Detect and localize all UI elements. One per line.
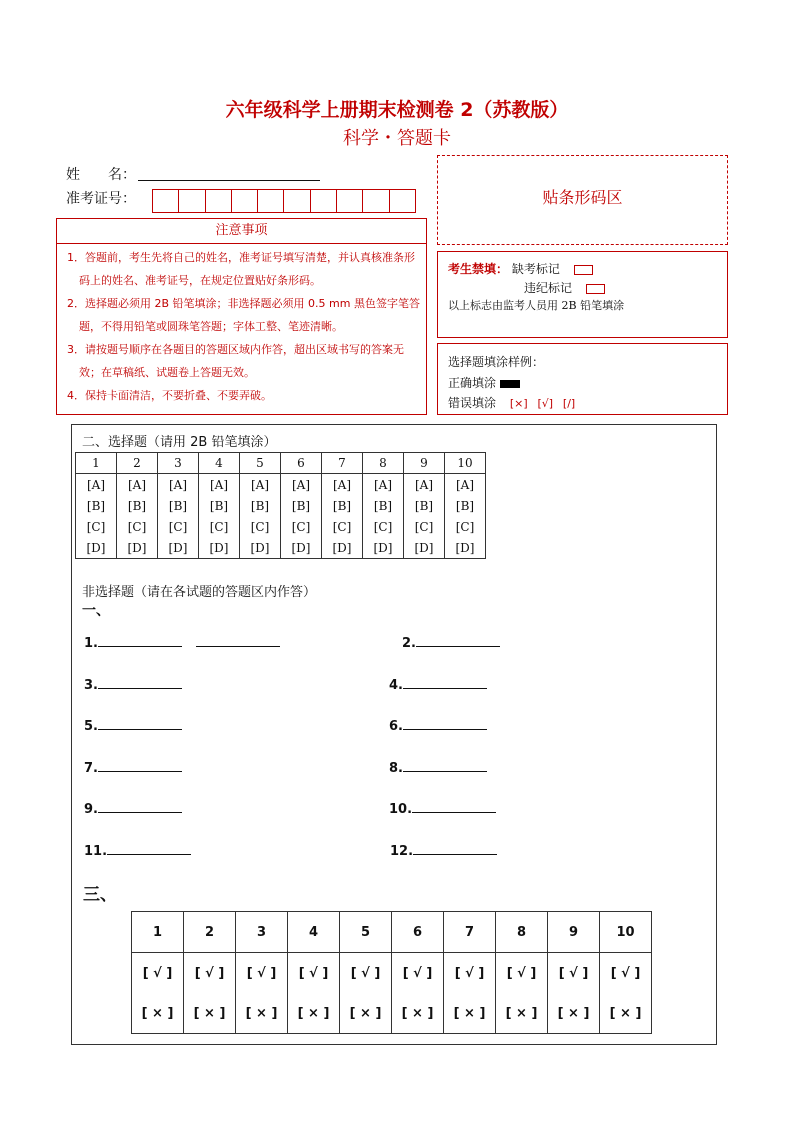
question-number: 5 (240, 453, 281, 474)
option-b[interactable]: [B] (322, 495, 363, 516)
forbidden-box (437, 251, 728, 338)
notice-item: 4．保持卡面清洁，不要折叠、不要弄破。 (67, 389, 272, 402)
option-d[interactable]: [D] (363, 537, 404, 559)
tf-number: 1 (132, 912, 184, 953)
question-number: 11. (84, 844, 108, 859)
id-cell[interactable] (206, 190, 232, 212)
fill-example-box (437, 343, 728, 415)
question-number: 8. (389, 761, 403, 776)
question-number: 7. (84, 761, 98, 776)
notice-header (56, 218, 427, 244)
tf-false-option[interactable]: [ × ] (444, 993, 496, 1034)
option-c[interactable]: [C] (158, 516, 199, 537)
question-number: 3 (158, 453, 199, 474)
answer-line[interactable] (98, 800, 182, 813)
question-number: 10. (389, 802, 413, 817)
answer-line[interactable] (413, 842, 497, 855)
option-c[interactable]: [C] (199, 516, 240, 537)
tf-true-option[interactable]: [ √ ] (548, 953, 600, 994)
option-c[interactable]: [C] (404, 516, 445, 537)
notice-item: 2．选择题必须用 2B 铅笔填涂；非选择题必须用 0.5 mm 黑色签字笔答题，不得用铅笔或圆珠笔答题；字体工整、笔迹清晰。 (67, 297, 420, 333)
question-number: 10 (445, 453, 486, 474)
barcode-label: 贴条形码区 (542, 188, 623, 207)
id-cell[interactable] (363, 190, 389, 212)
fill-example-title: 选择题填涂样例： (448, 355, 545, 369)
answer-line[interactable] (98, 759, 182, 772)
question-number: 12. (390, 844, 414, 859)
wrong-fill-label: 错误填涂 (448, 396, 497, 410)
forbidden-note: 以上标志由监考人员用 2B 铅笔填涂 (448, 299, 625, 312)
tf-false-option[interactable]: [ × ] (340, 993, 392, 1034)
answer-area (71, 424, 717, 1045)
question-number: 8 (363, 453, 404, 474)
tf-false-option[interactable]: [ × ] (184, 993, 236, 1034)
barcode-area (437, 155, 728, 245)
option-a[interactable]: [A] (76, 474, 117, 496)
tf-true-option[interactable]: [ √ ] (340, 953, 392, 994)
option-d[interactable]: [D] (199, 537, 240, 559)
question-10 (389, 800, 496, 817)
question-12 (390, 842, 497, 859)
question-2 (402, 634, 500, 651)
question-1 (84, 634, 280, 651)
question-6 (389, 717, 487, 734)
tf-number: 3 (236, 912, 288, 953)
option-c[interactable]: [C] (322, 516, 363, 537)
option-b[interactable]: [B] (281, 495, 322, 516)
option-b[interactable]: [B] (240, 495, 281, 516)
option-d[interactable]: [D] (117, 537, 158, 559)
nonchoice-heading: 非选择题（请在各试题的答题区内作答） (82, 585, 317, 600)
option-c[interactable]: [C] (281, 516, 322, 537)
tf-true-option[interactable]: [ √ ] (496, 953, 548, 994)
option-d[interactable]: [D] (76, 537, 117, 559)
tf-true-option[interactable]: [ √ ] (132, 953, 184, 994)
option-a[interactable]: [A] (158, 474, 199, 496)
option-c[interactable]: [C] (363, 516, 404, 537)
violation-mark-box[interactable] (586, 284, 605, 294)
exam-id-boxes[interactable] (152, 189, 416, 213)
question-number: 1. (84, 636, 98, 651)
notice-box (56, 243, 427, 415)
option-a[interactable]: [A] (404, 474, 445, 496)
tf-number: 6 (392, 912, 444, 953)
solid-fill-mark (500, 380, 520, 388)
section-one-heading: 一、 (82, 603, 110, 619)
tf-false-option[interactable]: [ × ] (132, 993, 184, 1034)
tf-false-option[interactable]: [ × ] (600, 993, 652, 1034)
tf-true-option[interactable]: [ √ ] (600, 953, 652, 994)
id-cell[interactable] (311, 190, 337, 212)
page-subtitle: 科学・答题卡 (343, 128, 451, 149)
option-c[interactable]: [C] (117, 516, 158, 537)
question-8 (389, 759, 487, 776)
option-a[interactable]: [A] (445, 474, 486, 496)
answer-line[interactable] (416, 634, 500, 647)
question-11 (84, 842, 191, 859)
question-number: 6 (281, 453, 322, 474)
tf-false-option[interactable]: [ × ] (496, 993, 548, 1034)
option-b[interactable]: [B] (363, 495, 404, 516)
option-d[interactable]: [D] (158, 537, 199, 559)
forbidden-label: 考生禁填： (448, 262, 509, 276)
question-7 (84, 759, 182, 776)
tf-number: 9 (548, 912, 600, 953)
tf-number: 5 (340, 912, 392, 953)
violation-label: 违纪标记 (524, 281, 573, 295)
option-b[interactable]: [B] (117, 495, 158, 516)
option-b[interactable]: [B] (199, 495, 240, 516)
answer-line[interactable] (412, 800, 496, 813)
absent-mark-box[interactable] (574, 265, 593, 275)
option-b[interactable]: [B] (404, 495, 445, 516)
option-d[interactable]: [D] (240, 537, 281, 559)
tf-false-option[interactable]: [ × ] (392, 993, 444, 1034)
answer-line[interactable] (196, 634, 280, 647)
tf-number: 7 (444, 912, 496, 953)
question-number: 7 (322, 453, 363, 474)
correct-fill-label: 正确填涂 (448, 376, 497, 390)
page-title: 六年级科学上册期末检测卷 2（苏教版） (225, 99, 569, 121)
tf-number: 8 (496, 912, 548, 953)
id-cell[interactable] (258, 190, 284, 212)
tf-true-option[interactable]: [ √ ] (288, 953, 340, 994)
option-b[interactable]: [B] (445, 495, 486, 516)
id-cell[interactable] (337, 190, 363, 212)
name-field[interactable] (138, 180, 320, 181)
id-cell[interactable] (390, 190, 415, 212)
tf-false-option[interactable]: [ × ] (236, 993, 288, 1034)
question-number: 5. (84, 719, 98, 734)
absent-label: 缺考标记 (511, 262, 560, 276)
notice-item: 1．答题前，考生先将自己的姓名，准考证号填写清楚，并认真核准条形码上的姓名、准考证号，在规定位置贴好条形码。 (67, 251, 415, 287)
option-d[interactable]: [D] (404, 537, 445, 559)
answer-line[interactable] (403, 717, 487, 730)
tf-true-option[interactable]: [ √ ] (392, 953, 444, 994)
tf-true-option[interactable]: [ √ ] (184, 953, 236, 994)
notice-heading: 注意事项 (215, 223, 268, 238)
choice-table (75, 452, 486, 559)
true-false-table (131, 911, 652, 1034)
question-number: 4. (389, 678, 403, 693)
tf-true-option[interactable]: [ √ ] (444, 953, 496, 994)
option-a[interactable]: [A] (199, 474, 240, 496)
option-b[interactable]: [B] (76, 495, 117, 516)
question-number: 1 (76, 453, 117, 474)
section-three-heading: 三、 (83, 885, 117, 905)
wrong-mark: [√] (537, 397, 554, 410)
name-label: 姓 名： (66, 167, 136, 183)
question-number: 9 (404, 453, 445, 474)
question-number: 2 (117, 453, 158, 474)
question-4 (389, 676, 487, 693)
id-cell[interactable] (179, 190, 205, 212)
option-d[interactable]: [D] (281, 537, 322, 559)
choice-heading: 二、选择题（请用 2B 铅笔填涂） (82, 435, 277, 450)
tf-true-option[interactable]: [ √ ] (236, 953, 288, 994)
question-number: 2. (402, 636, 416, 651)
option-a[interactable]: [A] (240, 474, 281, 496)
answer-line[interactable] (403, 759, 487, 772)
tf-number: 10 (600, 912, 652, 953)
tf-false-option[interactable]: [ × ] (548, 993, 600, 1034)
option-c[interactable]: [C] (445, 516, 486, 537)
option-a[interactable]: [A] (363, 474, 404, 496)
id-cell[interactable] (153, 190, 179, 212)
id-cell[interactable] (284, 190, 310, 212)
question-number: 3. (84, 678, 98, 693)
exam-id-label: 准考证号： (66, 191, 136, 207)
answer-line[interactable] (98, 717, 182, 730)
option-c[interactable]: [C] (240, 516, 281, 537)
option-a[interactable]: [A] (281, 474, 322, 496)
option-c[interactable]: [C] (76, 516, 117, 537)
question-5 (84, 717, 182, 734)
question-number: 6. (389, 719, 403, 734)
option-a[interactable]: [A] (322, 474, 363, 496)
question-number: 4 (199, 453, 240, 474)
wrong-mark: [×] (509, 397, 528, 410)
question-3 (84, 676, 182, 693)
answer-line[interactable] (98, 634, 182, 647)
option-b[interactable]: [B] (158, 495, 199, 516)
answer-line[interactable] (403, 676, 487, 689)
answer-line[interactable] (107, 842, 191, 855)
wrong-mark: [/] (562, 397, 576, 410)
id-cell[interactable] (232, 190, 258, 212)
option-a[interactable]: [A] (117, 474, 158, 496)
notice-item: 3．请按题号顺序在各题目的答题区域内作答，超出区域书写的答案无效；在草稿纸、试题卷上答题无效。 (67, 343, 404, 379)
answer-line[interactable] (98, 676, 182, 689)
tf-number: 4 (288, 912, 340, 953)
tf-number: 2 (184, 912, 236, 953)
question-9 (84, 800, 182, 817)
question-number: 9. (84, 802, 98, 817)
option-d[interactable]: [D] (445, 537, 486, 559)
tf-false-option[interactable]: [ × ] (288, 993, 340, 1034)
option-d[interactable]: [D] (322, 537, 363, 559)
